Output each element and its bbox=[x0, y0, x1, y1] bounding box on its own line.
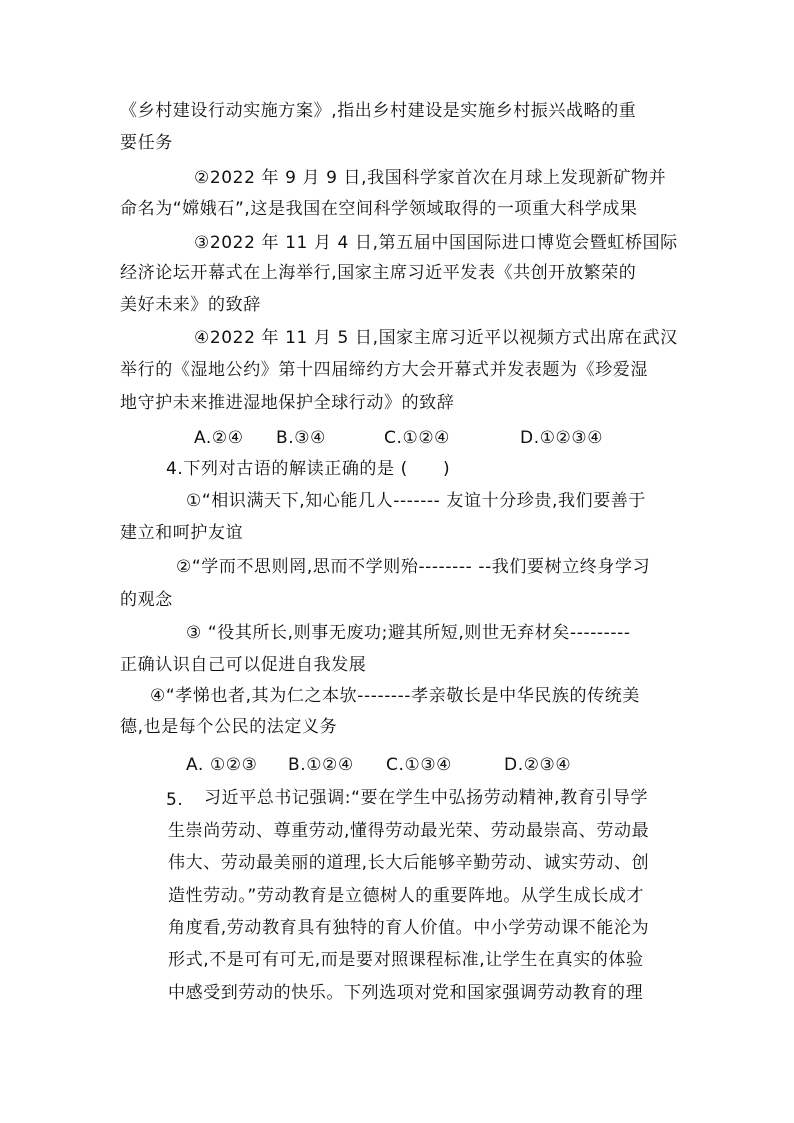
question-5-number: 5. bbox=[166, 790, 184, 810]
text-line: ①“相识满天下,知心能几人------- 友谊十分珍贵,我们要善于 bbox=[186, 491, 646, 511]
answer-option-d: D.②③④ bbox=[504, 755, 572, 775]
text-line: 要任务 bbox=[120, 133, 173, 153]
text-line: 德,也是每个公民的法定义务 bbox=[120, 717, 338, 737]
text-line: 角度看,劳动教育具有独特的育人价值。中小学劳动课不能沦为 bbox=[168, 918, 650, 938]
answer-option-b: B.①②④ bbox=[288, 755, 354, 775]
answer-option-b: B.③④ bbox=[276, 428, 326, 448]
question-4: 4.下列对古语的解读正确的是 ( ) bbox=[166, 459, 451, 479]
text-line: 地守护未来推进湿地保护全球行动》的致辞 bbox=[120, 393, 455, 413]
text-line: 经济论坛开幕式在上海举行,国家主席习近平发表《共创开放繁荣的 bbox=[120, 263, 637, 283]
text-line: 命名为“嫦娥石”,这是我国在空间科学领域取得的一项重大科学成果 bbox=[120, 199, 638, 219]
text-line: ④2022 年 11 月 5 日,国家主席习近平以视频方式出席在武汉 bbox=[194, 328, 678, 348]
text-line: 的观念 bbox=[120, 590, 173, 610]
text-line: 美好未来》的致辞 bbox=[120, 295, 261, 315]
text-line: 生崇尚劳动、尊重劳动,懂得劳动最光荣、劳动最崇高、劳动最 bbox=[168, 821, 650, 841]
text-line: ②2022 年 9 月 9 日,我国科学家首次在月球上发现新矿物并 bbox=[194, 168, 667, 188]
answer-option-a: A.②④ bbox=[194, 428, 244, 448]
text-line: 造性劳动。”劳动教育是立德树人的重要阵地。从学生成长成才 bbox=[168, 886, 645, 906]
text-line: 举行的《湿地公约》第十四届缔约方大会开幕式并发表题为《珍爱湿 bbox=[120, 360, 648, 380]
text-line: 正确认识自己可以促进自我发展 bbox=[120, 655, 367, 675]
text-line: 中感受到劳动的快乐。下列选项对党和国家强调劳动教育的理 bbox=[168, 983, 644, 1003]
answer-option-d: D.①②③④ bbox=[520, 428, 604, 448]
text-line: ②“学而不思则罔,思而不学则殆-------- --我们要树立终身学习 bbox=[176, 557, 651, 577]
text-line: 形式,不是可有可无,而是要对照课程标准,让学生在真实的体验 bbox=[168, 950, 644, 970]
text-line: 习近平总书记强调:“要在学生中弘扬劳动精神,教育引导学 bbox=[204, 788, 649, 808]
text-line: 建立和呵护友谊 bbox=[120, 523, 244, 543]
text-line: ③2022 年 11 月 4 日,第五届中国国际进口博览会暨虹桥国际 bbox=[194, 233, 678, 253]
answer-option-a: A. ①②③ bbox=[186, 755, 258, 775]
text-line: ③ “役其所长,则事无废功;避其所短,则世无弃材矣--------- bbox=[186, 623, 631, 643]
text-line: 《乡村建设行动实施方案》,指出乡村建设是实施乡村振兴战略的重 bbox=[120, 101, 637, 121]
answer-option-c: C.①③④ bbox=[386, 755, 452, 775]
answer-option-c: C.①②④ bbox=[384, 428, 450, 448]
text-line: ④“孝悌也者,其为仁之本欤--------孝亲敬长是中华民族的传统美 bbox=[150, 686, 640, 706]
text-line: 伟大、劳动最美丽的道理,长大后能够辛勤劳动、诚实劳动、创 bbox=[168, 853, 650, 873]
